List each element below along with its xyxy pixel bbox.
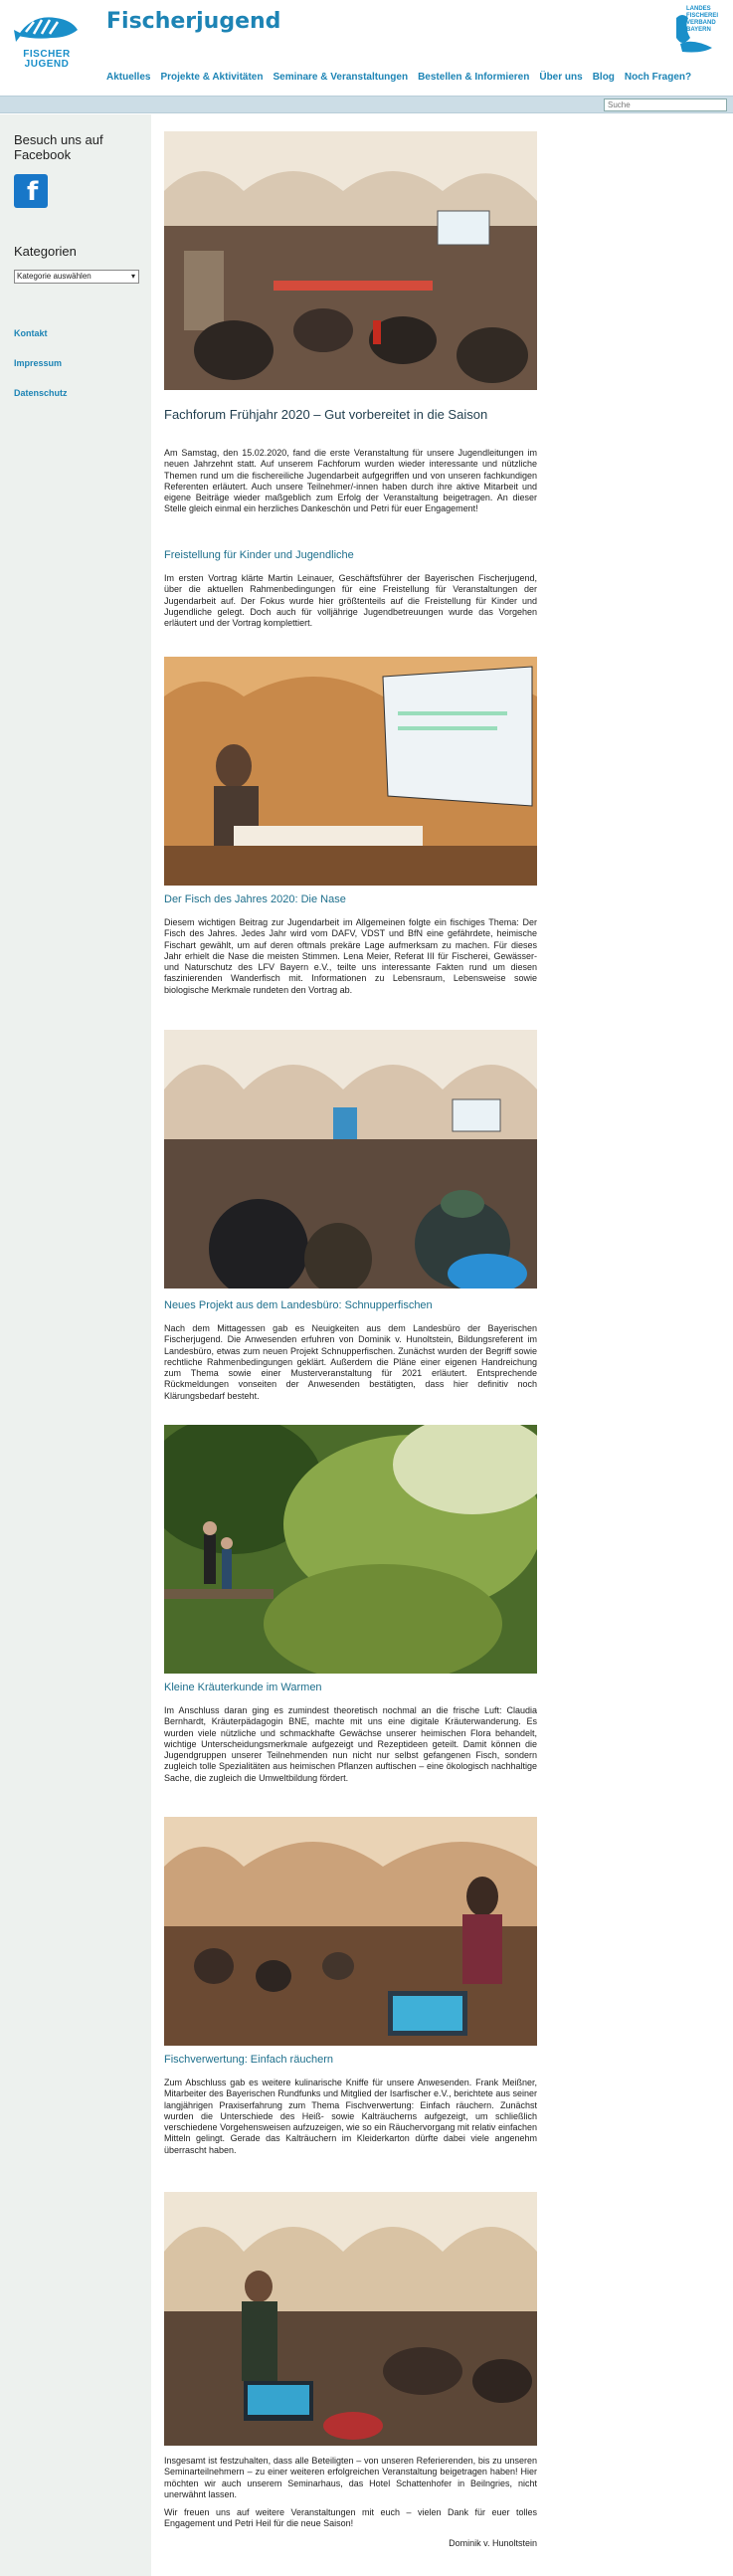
article-title: Fachforum Frühjahr 2020 – Gut vorbereitet in die Saison — [164, 407, 488, 422]
partner-line-4: BAYERN — [686, 27, 711, 33]
search-bar — [0, 96, 733, 113]
chevron-down-icon: ▾ — [130, 272, 135, 281]
main-nav — [106, 72, 691, 83]
article-signature: Dominik v. Hunoltstein — [449, 2538, 537, 2548]
logo-line-1: FISCHER — [23, 49, 71, 60]
sidebar — [0, 114, 151, 2576]
categories-heading: Kategorien — [14, 244, 77, 259]
article-photo-seminar-room — [164, 131, 537, 390]
sidebar-link-impressum[interactable]: Impressum — [14, 358, 63, 368]
logo-text — [14, 50, 80, 70]
section-heading-freistellung: Freistellung für Kinder und Jugendliche — [164, 549, 354, 561]
partner-line-3: VERBAND — [686, 20, 716, 26]
sidebar-link-kontakt[interactable]: Kontakt — [14, 328, 48, 338]
nav-item-fragen[interactable]: Noch Fragen? — [624, 72, 692, 83]
article-photo-smoking-demo — [164, 2192, 537, 2446]
section-heading-schnupperfischen: Neues Projekt aus dem Landesbüro: Schnupperfischen — [164, 1299, 433, 1311]
section-heading-raeuchern: Fischverwertung: Einfach räuchern — [164, 2054, 333, 2066]
category-select-value: Kategorie auswählen — [17, 272, 92, 281]
nav-item-seminare[interactable]: Seminare & Veranstaltungen — [273, 72, 409, 83]
section-text-kraeuterkunde: Im Anschluss daran ging es zumindest theoretisch nochmal an die frische Luft: Claudia Bernhardt, Kräuterpädagogin BNE, machte mit uns eine digitale Kräuterwanderung. Es wurden viele nützliche und schmackhafte Gewächse unserer heimischen Flora behandelt, wichtige Unterscheidungsmerkmale aufgezeigt und Rezeptideen geteilt. Damit können die Jugendgruppen unserer Teilnehmenden nun nicht nur selbst gefangenen Fisch, sondern zugleich tolle Spezialitäten aus heimischen Pflanzen auftischen – eine ökologisch nachhaltige Sache, die zugleich die Umweltbildung fördert. — [164, 1705, 537, 1783]
partner-line-1: LANDES — [686, 6, 711, 12]
article-photo-speaker — [164, 657, 537, 886]
nav-item-blog[interactable]: Blog — [592, 72, 615, 83]
article-photo-laptop-presentation — [164, 1817, 537, 2046]
site-header — [0, 0, 733, 94]
section-text-raeuchern: Zum Abschluss gab es weitere kulinarische Kniffe für unsere Anwesenden. Frank Meißner, Mitarbeiter des Bayerischen Rundfunks und Mitglied der Isarfischer e.V., berichtete aus seiner langjährigen Praxiserfahrung zum Thema Fischverwertung: Einfach räuchern. Zunächst wurden die Unterschiede des Heiß- sowie Kalträucherns aufgezeigt, um schließlich verschiedene Vorgehensweisen aufzuzeigen, wie so ein Räuchervorgang mit relativ einfachen Mitteln gelingt. Gerade das Kalträuchern im Kleiderkarton dürfte dabei viele angenehm überrascht haben. — [164, 2078, 537, 2155]
nav-item-aktuelles[interactable]: Aktuelles — [106, 72, 151, 83]
closing-paragraph-1: Insgesamt ist festzuhalten, dass alle Beteiligten – von unseren Referierenden, bis zu unseren Seminarteilnehmern – zu einer weiteren erfolgreichen Veranstaltung beigetragen haben! Hier möchten wir auch unserem Seminarhaus, das Hotel Schattenhofer in Beilngries, nicht unerwähnt lassen. — [164, 2456, 537, 2499]
partner-line-2: FISCHEREI — [686, 13, 719, 19]
logo-line-2: JUGEND — [24, 59, 70, 70]
section-heading-fisch-des-jahres: Der Fisch des Jahres 2020: Die Nase — [164, 893, 346, 905]
facebook-heading: Besuch uns auf Facebook — [14, 132, 103, 162]
partner-logo-text — [686, 6, 726, 34]
article-photo-outdoors — [164, 1425, 537, 1674]
search-input[interactable] — [604, 99, 727, 111]
facebook-icon[interactable]: f — [14, 174, 48, 208]
section-heading-kraeuterkunde: Kleine Kräuterkunde im Warmen — [164, 1682, 322, 1693]
article-photo-audience — [164, 1030, 537, 1288]
nav-item-bestellen[interactable]: Bestellen & Informieren — [418, 72, 530, 83]
category-select[interactable] — [14, 270, 139, 284]
nav-item-ueber-uns[interactable]: Über uns — [539, 72, 583, 83]
section-text-fisch-des-jahres: Diesem wichtigen Beitrag zur Jugendarbeit im Allgemeinen folgte ein fischiges Thema: Der Fisch des Jahres. Jedes Jahr wird vom DAFV, VDST und BfN eine gefährdete, heimische Fischart gewählt, um auf deren oftmals prekäre Lage aufmerksam zu machen. Für dieses Jahr erhielt die Nase die meisten Stimmen. Lena Meier, Referat III für Fischerei, Gewässer- und Naturschutz des LFV Bayern e.V., teilte uns interessante Fakten rund um diesen faszinierenden Wanderfisch mit. Informationen zu Lebensraum, Lebensweise sowie biologische Merkmale rundeten den Vortrag ab. — [164, 917, 537, 995]
site-title[interactable]: Fischerjugend — [106, 9, 281, 34]
sidebar-link-datenschutz[interactable]: Datenschutz — [14, 388, 68, 398]
section-text-freistellung: Im ersten Vortrag klärte Martin Leinauer, Geschäftsführer der Bayerischen Fischerjugend, über die aktuellen Rahmenbedingungen für eine Freistellung für Veranstaltungen der Jugendarbeit auf. Der Fokus wurde hier größtenteils auf die Freistellung für Kinder und Jugendliche gelegt. Doch auch für volljährige Jugendbetreuungen wurde das Vorgehen erläutert und der Vortrag komplettiert. — [164, 573, 537, 629]
section-text-schnupperfischen: Nach dem Mittagessen gab es Neuigkeiten aus dem Landesbüro der Bayerischen Fischerjugend. Die Anwesenden erfuhren von Dominik v. Hunoltstein, Bildungsreferent im Landesbüro, etwas zum neuen Projekt Schnupperfischen. Zunächst wurden der Begriff sowie rechtliche Rahmenbedingungen geklärt. Außerdem die Pläne einer eigenen Handreichung zum Thema sowie einer Musterveranstaltung für 2021 erläutert. Entsprechende Rückmeldungen vonseiten der Anwesenden bestätigten, dass hier definitiv noch Klärungsbedarf besteht. — [164, 1323, 537, 1401]
nav-item-projekte[interactable]: Projekte & Aktivitäten — [160, 72, 264, 83]
closing-paragraph-2: Wir freuen uns auf weitere Veranstaltungen mit euch – vielen Dank für euer tolles Engagement und Petri Heil für die neue Saison! — [164, 2507, 537, 2529]
article-intro: Am Samstag, den 15.02.2020, fand die erste Veranstaltung für unsere Jugendleitungen im neuen Jahrzehnt statt. Auf unserem Fachforum wurden wieder interessante und nützliche Themen rund um die fischereiliche Jugendarbeit aufgegriffen und von unseren fachkundigen Referenten erläutert. Auch unsere Teilnehmer/-innen haben durch ihre aktive Mitarbeit und eigene Beiträge wieder maßgeblich zum Erfolg der Veranstaltung beigetragen. An dieser Stelle gleich einmal ein herzliches Dankeschön und Petri für euer Engagement! — [164, 448, 537, 514]
